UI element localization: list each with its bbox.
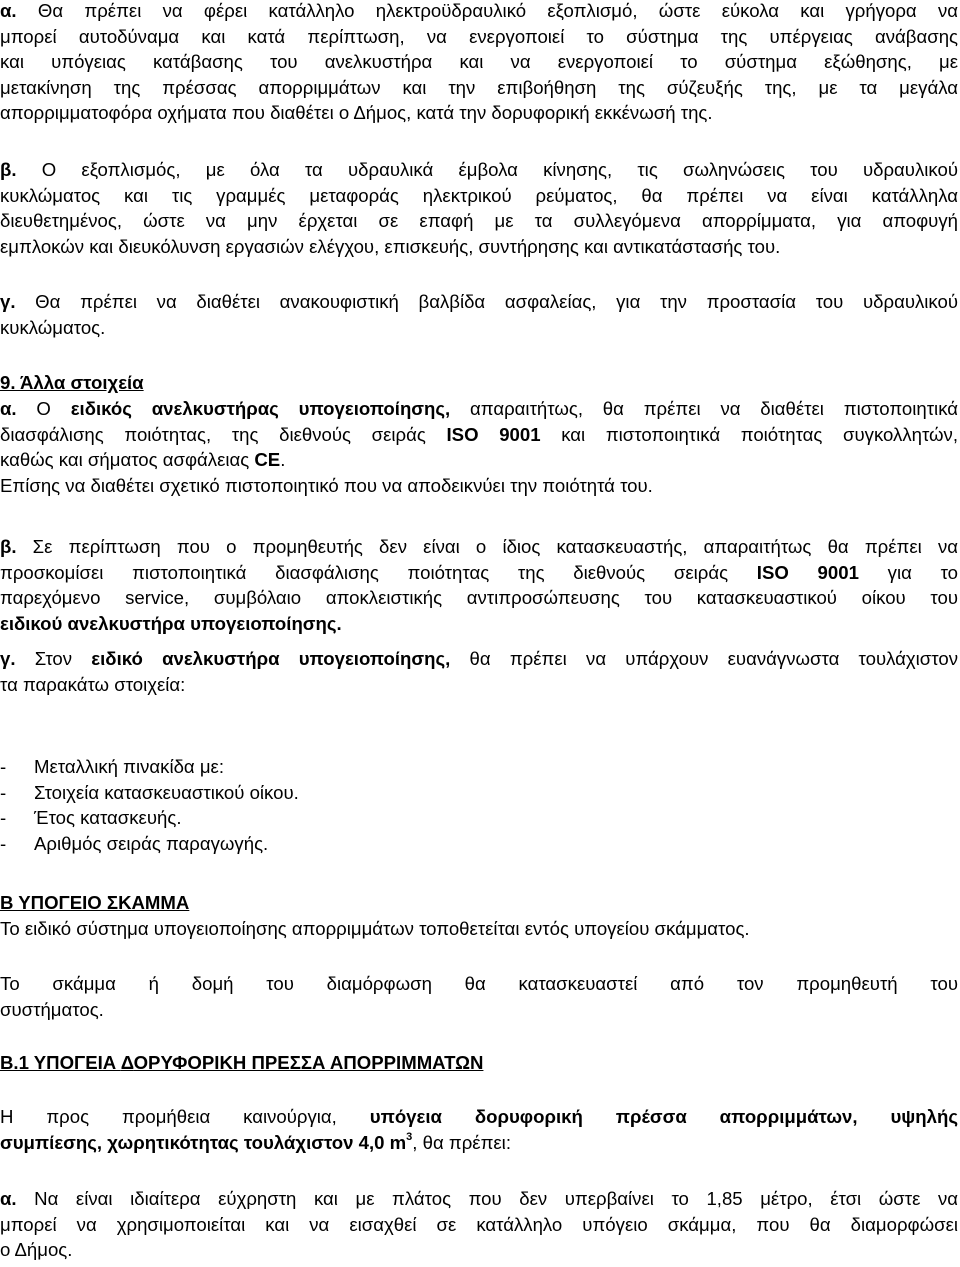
paragraph-line xyxy=(0,1130,958,1156)
item-line xyxy=(0,422,958,448)
section-b1-paragraph xyxy=(0,1104,958,1155)
text-run: για το xyxy=(858,561,959,583)
item-label: β. xyxy=(0,159,17,180)
item-line xyxy=(0,560,958,586)
item-label: β. xyxy=(0,536,17,557)
paragraph-a xyxy=(0,0,958,126)
text-run: Η προς προμήθεια καινούργια, xyxy=(0,1106,370,1127)
text-run: απαραιτήτως, θα πρέπει να διαθέτει πιστοποιητικά xyxy=(450,398,959,419)
section-b xyxy=(0,890,958,941)
item-line: παρεχόμενο service, συμβόλαιο αποκλειστικής αντιπροσώπευσης του κατασκευαστικού οίκου του xyxy=(0,587,958,608)
text-run: προσκομίσει πιστοποιητικά διασφάλισης ποιότητας της διεθνούς σειράς xyxy=(0,561,757,583)
text-run: Στον xyxy=(15,648,92,669)
paragraph-a-line: και υπόγειας κατάβασης του ανελκυστήρα και να ενεργοποιεί το σύστημα εξώθησης, με xyxy=(0,51,958,72)
text-run: Θα πρέπει να φέρει κατάλληλο ηλεκτροϋδραυλικό εξοπλισμό, ώστε εύκολα και γρήγορα να xyxy=(16,0,958,21)
paragraph-line: Το ειδικό σύστημα υπογειοποίησης απορριμμάτων τοποθετείται εντός υπογείου σκάμματος. xyxy=(0,917,750,939)
list-item xyxy=(0,754,958,780)
list-item-text: Μεταλλική πινακίδα με: xyxy=(34,756,225,777)
section-9-item-c xyxy=(0,646,958,697)
section-b-paragraph xyxy=(0,971,958,1022)
text-run: Να είναι ιδιαίτερα εύχρηστη και με πλάτος που δεν υπερβαίνει το 1,85 μέτρο, έτσι ώστε να xyxy=(16,1188,958,1209)
paragraph-a-line: απορριμματοφόρα οχήματα που διαθέτει ο Δήμος, κατά την δορυφορική εκκένωσή της. xyxy=(0,102,713,123)
item-line: ο Δήμος. xyxy=(0,1239,73,1260)
paragraph-b-line: κυκλώματος και τις γραμμές μεταφοράς ηλεκτρικού ρεύματος, θα πρέπει να είναι κατάλληλα xyxy=(0,184,958,206)
dash-marker: - xyxy=(0,781,7,803)
item-line xyxy=(0,611,958,637)
paragraph-a-line: μπορεί αυτοδύναμα και κατά περίπτωση, να ενεργοποιεί το σύστημα της υπέργειας ανάβασης xyxy=(0,25,958,47)
bold-text: ISO 9001 xyxy=(446,423,541,445)
list-item xyxy=(0,805,958,831)
list-item xyxy=(0,780,958,806)
section-b1-heading xyxy=(0,1050,958,1076)
text-run: Ο εξοπλισμός, με όλα τα υδραυλικά έμβολα κίνησης, τις σωληνώσεις του υδραυλικού xyxy=(16,159,958,180)
text-run: και πιστοποιητικά ποιότητας συγκολλητών, xyxy=(540,423,959,445)
section-9-item-a xyxy=(0,396,958,498)
bold-text: ειδικού ανελκυστήρα υπογειοποίησης. xyxy=(0,612,342,634)
bold-text: CE xyxy=(254,449,281,470)
section-heading-text: Β.1 ΥΠΟΓΕΙΑ xyxy=(0,1052,121,1073)
section-heading-text: Β ΥΠΟΓΕΙΟ ΣΚΑΜΜΑ xyxy=(0,892,190,913)
bullet-list xyxy=(0,754,958,856)
text-run: Ο xyxy=(16,398,71,419)
section-9-item-b xyxy=(0,534,958,636)
item-label: α. xyxy=(0,0,17,21)
bold-text: συμπίεσης, χωρητικότητας τουλάχιστον 4,0 m xyxy=(0,1131,407,1153)
item-label: α. xyxy=(0,398,17,419)
item-label: γ. xyxy=(0,648,16,669)
paragraph-line xyxy=(0,1104,958,1130)
text-run: καθώς και σήματος ασφάλειας xyxy=(0,449,255,470)
item-line xyxy=(0,534,958,560)
section-heading-text: ΟΡΥΦΟΡΙΚΗ ΠΡΕΣΣΑ ΑΠΟΡΡΙΜΜΑΤΩΝ xyxy=(133,1052,484,1073)
section-9-heading xyxy=(0,370,958,396)
list-item-text: Έτος κατασκευής. xyxy=(34,807,182,828)
superscript: 3 xyxy=(406,1130,413,1143)
paragraph-c xyxy=(0,289,958,340)
text-run: διασφάλισης ποιότητας, της διεθνούς σειράς xyxy=(0,423,447,445)
heading-line xyxy=(0,1050,958,1076)
item-line: Επίσης να διαθέτει σχετικό πιστοποιητικό που να αποδεικνύει την ποιότητά του. xyxy=(0,474,653,496)
paragraph-b-line: εμπλοκών και διευκόλυνση εργασιών ελέγχου, επισκευής, συντήρησης και αντικατάστασής του. xyxy=(0,235,781,257)
paragraph-b xyxy=(0,157,958,259)
dash-marker: - xyxy=(0,756,7,777)
list-item-text: Στοιχεία κατασκευαστικού οίκου. xyxy=(34,781,299,803)
bold-text: ISO 9001 xyxy=(756,561,859,583)
list-item xyxy=(0,831,958,857)
dash-marker: - xyxy=(0,832,7,854)
paragraph-c-line: κυκλώματος. xyxy=(0,316,106,338)
bold-text: υπόγεια δορυφορική πρέσσα απορριμμάτων, υψηλής xyxy=(369,1106,958,1127)
text-run: , θα πρέπει: xyxy=(412,1131,511,1153)
item-line: τα παρακάτω στοιχεία: xyxy=(0,673,186,695)
item-line: μπορεί να χρησιμοποιείται και να εισαχθεί σε κατάλληλο υπόγειο σκάμμα, που θα διαμορφώσει xyxy=(0,1213,958,1235)
section-heading-text: 9. Άλλα στοιχεία xyxy=(0,372,144,393)
bold-text: ειδικός ανελκυστήρας υπογειοποίησης, xyxy=(70,398,451,419)
item-line xyxy=(0,1186,958,1212)
heading-line xyxy=(0,370,958,396)
paragraph-b-line: διευθετημένος, ώστε να μην έρχεται σε επαφή με τα συλλεγόμενα απορρίμματα, για αποφυγή xyxy=(0,210,958,231)
text-run: Σε περίπτωση που ο προμηθευτής δεν είναι ο ίδιος κατασκευαστής, απαραιτήτως θα πρέπει να xyxy=(16,536,958,557)
paragraph-c-line xyxy=(0,289,958,315)
paragraph-a-line xyxy=(0,0,958,24)
item-line xyxy=(0,646,958,672)
section-b1-item-a xyxy=(0,1186,958,1263)
item-label: γ. xyxy=(0,291,16,312)
paragraph-line: Το σκάμμα ή δομή του διαμόρφωση θα κατασκευαστεί από τον προμηθευτή του xyxy=(0,973,958,994)
item-line xyxy=(0,447,958,473)
paragraph-line: συστήματος. xyxy=(0,998,104,1020)
text-run: Θα πρέπει να διαθέτει ανακουφιστική βαλβίδα ασφαλείας, για την προστασία του υδραυλικού xyxy=(15,291,958,312)
item-label: α. xyxy=(0,1188,17,1209)
section-heading-text: Δ xyxy=(120,1052,134,1073)
paragraph-b-line xyxy=(0,157,958,183)
text-run: θα πρέπει να υπάρχουν ευανάγνωστα τουλάχιστον xyxy=(450,648,958,669)
dash-marker: - xyxy=(0,807,7,828)
heading-line xyxy=(0,890,958,916)
list-item-text: Αριθμός σειράς παραγωγής. xyxy=(34,832,269,854)
bold-text: ειδικό ανελκυστήρα υπογειοποίησης, xyxy=(91,648,451,669)
paragraph-a-line: μετακίνηση της πρέσσας απορριμμάτων και την επιβοήθηση της σύζευξής της, με τα μεγάλα xyxy=(0,76,958,98)
item-line xyxy=(0,396,958,422)
text-run: . xyxy=(280,449,286,470)
